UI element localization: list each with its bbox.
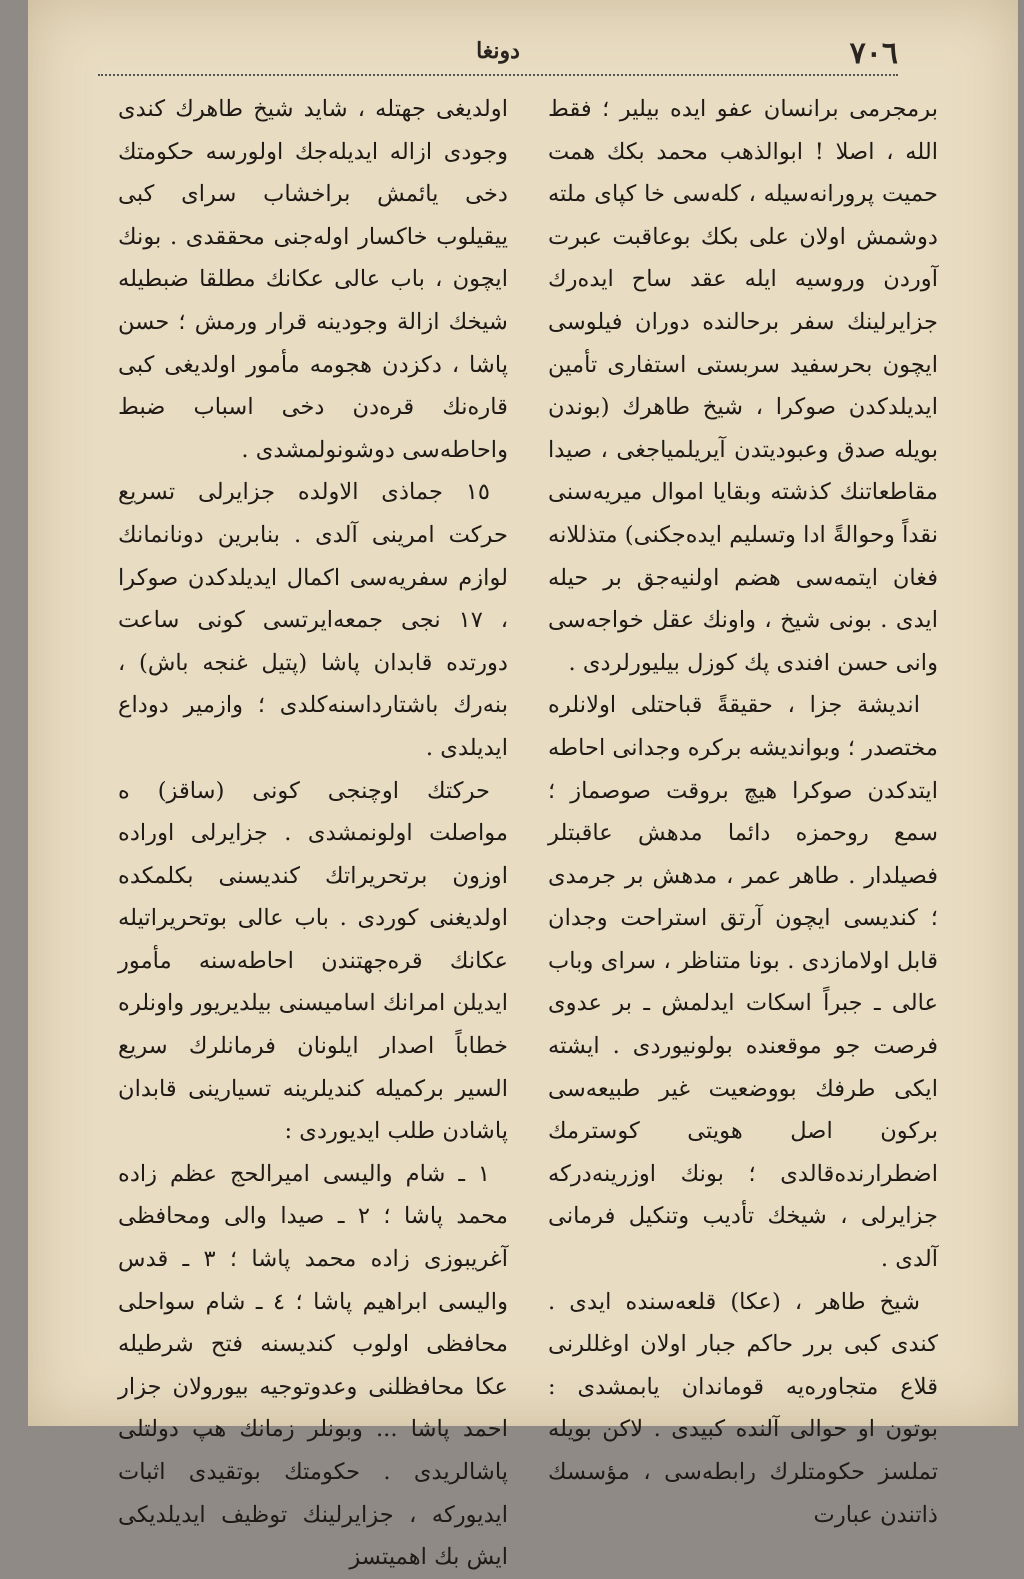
paragraph: انديشة جزا ، حقيقةً قباحتلى اولانلرە مختصدر ؛ وبوانديشە بركرە وجدانى احاطە ايتدكدن صوكرا هيچ بروقت صوصماز ؛ سمع روحمزە دائما مدهش عاقبتلر فصيلدار . طاهر عمر ، مدهش بر جرمدى ؛ كنديسى ايچون آرتق استراحت وجدان قابل اولامازدى . بونا متناظر ، سراى وباب عالى ـ جبراً اسكات ايدلمش ـ بر عدوى فرصت جو موقعندە بولونيوردى . ايشتە ايكى طرفك بووضعيت غير طبيعەسى بركون اصل هويتى كوسترمك اضطرارندەقالدى ؛ بونك اوزرينەدركە جزايرلى ، شيخك تأديب وتنكيل فرمانى آلدى . [548, 692, 938, 1273]
left-text-column [118, 88, 509, 1571]
running-title: دونغا [476, 38, 520, 64]
paragraph: ١٥ جماذى الاولده جزايرلى تسريع حركت امرينى آلدى . بنابرين دونانمانك لوازم سفريەسى اكمال ايديلدكدن صوكرا ، ١٧ نجى جمعەايرتسى كونى ساعت دورتدە قابدان پاشا (پتيل غنجە باش) ، بنەرك باشتارداسنەكلدى ؛ وازمير دوداع ايديلدى . [118, 479, 509, 761]
page-number: ٧٠٦ [849, 36, 898, 71]
paragraph: برمجرمى برانسان عفو ايده بيلير ؛ فقط الله ، اصلا ! ابوالذهب محمد بكك همت حمیت پرورانەسیلە ، كلەسى خا كپاى ملتە دوشمش اولان على بكك بوعاقبت عبرت آوردن وروسيه ايلە عقد ساح ايدەرك جزايرلينك سفر برحالندە دوران فيلوسى ايچون بحرسفيد سربستى استفارى تأمين ايديلدكدن صوكرا ، شيخ طاهرك (بوندن بويلە صدق وعبوديتدن آيريلمياجغى ، صيدا مقاطعاتنك كذشتە وبقايا اموال ميريەسنى نقداً وحوالةً ادا وتسليم ايدەجكنى) متذللانە فغان ايتمەسى هضم اولنيەجق بر حيلە ايدى . بونى شيخ ، واونك عقل خواجەسى وانى حسن افندى پك كوزل بيليورلردى . [548, 96, 938, 676]
paragraph: شيخ طاهر ، (عكا) قلعەسندە ايدى . كندى كبى برر حاكم جبار اولان اوغللرنى قلاع متجاورەيە قوماندان يابمشدى : بوتون او حوالى آلندە كبيدى . لاكن بويلە تملسز حكومتلرك رابطەسى ، مؤسسك ذاتندن عبارت [548, 1288, 938, 1528]
book-page [28, 0, 1018, 1571]
right-text-column [548, 88, 938, 1528]
paragraph: ١ ـ شام واليسى اميرالحج عظم زادە محمد پاشا ؛ ٢ ـ صيدا والى ومحافظى آغريبوزى زادە محمد پاشا ؛ ٣ ـ قدس واليسى ابراهيم پاشا ؛ ٤ ـ شام سواحلى محافظى اولوب كنديسنە فتح شرطيلە عكا محافظلنى وعدوتوجيە بيورولان جزار احمد پاشا ... وبونلر زمانك هپ دولتلى پاشالريدى . حكومتك بوتقيدى اثبات ايديوركە ، جزايرلينك توظيف ايديلديكى ايش بك اهميتسز [118, 1160, 508, 1571]
page-header [98, 30, 898, 76]
paragraph: اولدیغى جهتلە ، شايد شيخ طاهرك كندى وجودى ازالە ايديلەجك اولورسە حكومتك دخى يائمش براخشاب سراى كبى ييقيلوب خاكسار اولەجنى محققدى . بونك ايچون ، باب عالى عكانك مطلقا ضبطيلە شيخك ازالة وجودينە قرار ورمش ؛ حسن پاشا ، دكزدن هجومە مأمور اولديغى كبى قارەنك قرەدن دخى اسباب ضبط واحاطەسى دوشونولمشدى . [118, 96, 508, 463]
paragraph: حركتك اوچنجى كونى (ساقز) ە مواصلت اولونمشدى . جزايرلى اورادە اوزون برتحريراتك كنديسنى بكلمكدە اولديغنى كوردى . باب عالى بوتحريراتيلە عكانك قرەجهتندن احاطەسنە مأمور ايديلن امرانك اساميسنى بيلديريور واونلرە خطاباً اصدار ايلونان فرمانلرك سريع السير بركميلە كنديلرينە تسيارينى قابدان پاشادن طلب ايديوردى : [118, 777, 508, 1145]
